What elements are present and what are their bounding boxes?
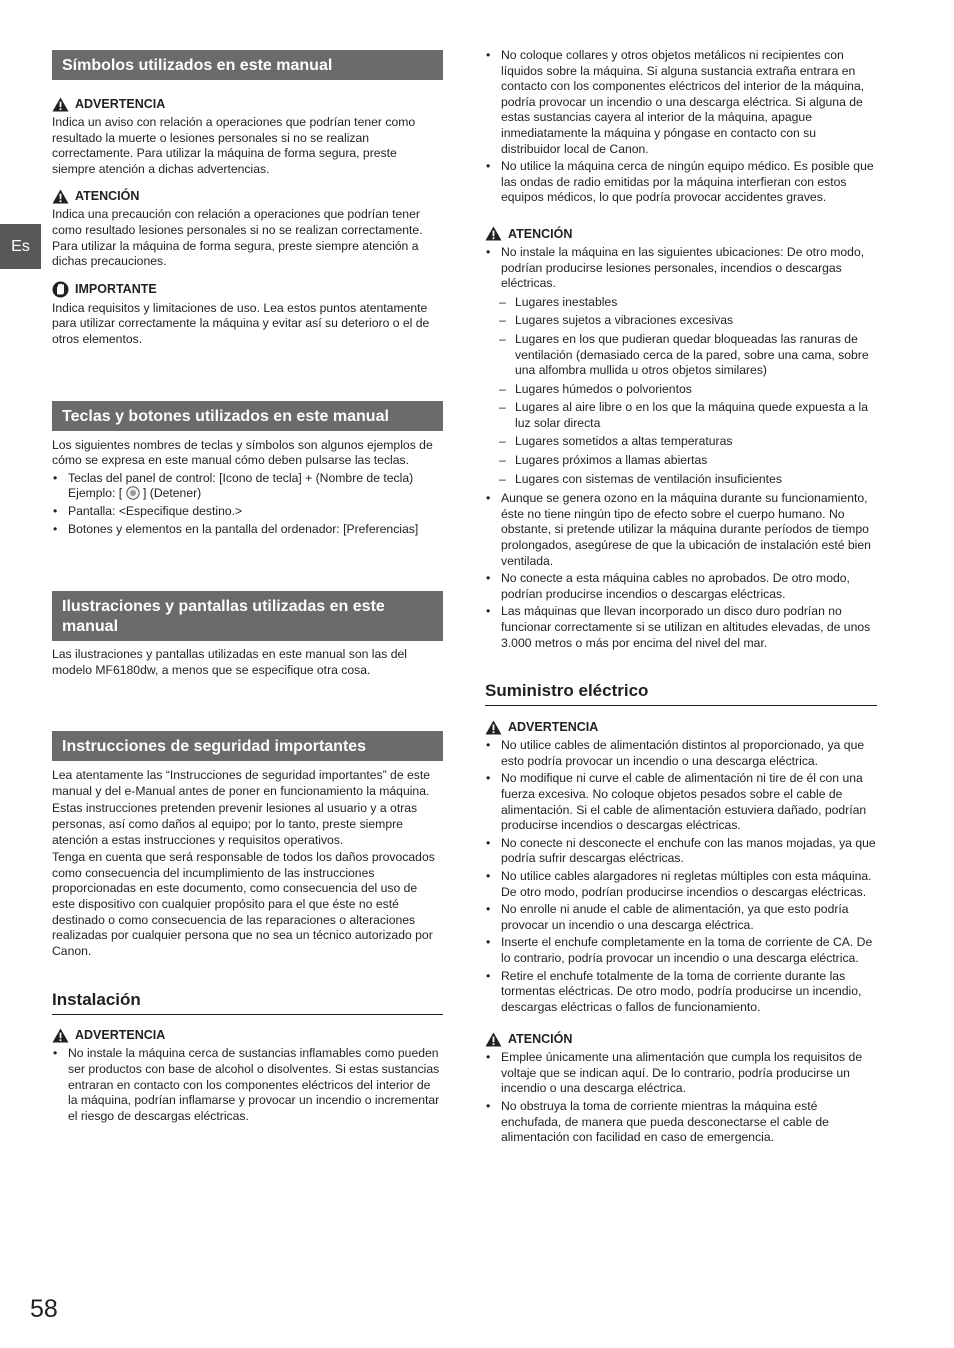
atencion-text: Indica una precaución con relación a operaciones que podrían tener como resultado lesiones personales si no se realizan correctamente. Para utilizar la máquina de forma segura, preste siempre atención a dichas precauciones. [52,207,423,269]
page-number: 58 [30,1295,58,1323]
advertencia-label: ADVERTENCIA [508,720,599,735]
installation-caution-list-more [485,491,877,651]
list-item: • Aunque se genera ozono en la máquina durante su funcionamiento, éste no tiene ningún tipo de efecto sobre el cuerpo humano. No obstante, si pretende utilizar la máquina durante períodos de tiempo prolongados, asegúrese de que la ubicación de instalación esté bien ventilada. [485,491,877,569]
important-hand-icon [52,281,69,298]
notice-advertencia-installation [52,1027,443,1043]
advertencia-label: ADVERTENCIA [75,1028,166,1043]
caution-locations-intro: No instale la máquina en las siguientes ubicaciones: De otro modo, podrían producirse lesiones personales, incendios o descargas eléctricas. [501,244,865,291]
stop-key-icon [126,486,140,500]
warning-triangle-icon [485,1032,502,1047]
list-item: • No obstruya la toma de corriente mientras la máquina esté enchufada, de manera que pueda desconectarse el cable de alimentación con facilidad en caso de emergencia. [485,1099,877,1146]
keys-list [52,471,443,537]
left-column [52,50,443,1124]
importante-label: IMPORTANTE [75,282,157,297]
advertencia-text: Indica un aviso con relación a operaciones que podrían tener como resultado la muerte o lesiones personales si no se realizan correctamente. Para utilizar la máquina de forma segura, preste siempre atención a dichas advertencias. [52,115,416,176]
list-item: – Lugares próximos a llamas abiertas [485,453,877,469]
list-item: • No instale la máquina cerca de sustancias inflamables como pueden ser productos con base de alcohol o disolventes. Si estas sustancias entraran en contacto con los componentes eléctricos del interior de la máquina, podrían inflamarse y provocar un incendio o incrementar el riesgo de descargas eléctricas. [52,1046,443,1124]
list-item [485,245,877,292]
advertencia-label: ADVERTENCIA [75,97,166,111]
power-caution-list [485,1050,877,1146]
list-item: • Las máquinas que llevan incorporado un disco duro podrían no funcionar correctamente si se utilizan en altitudes elevadas, de unos 3.000 metros o más por encima del nivel del mar. [485,604,877,651]
list-item: • No modifique ni curve el cable de alimentación ni tire de él con una fuerza excesiva. No coloque objetos pesados sobre el cable de alimentación. Si el cable de alimentación estuviera dañado, podrían producirse incendios o descargas eléctricas. [485,771,877,833]
list-item: • No utilice la máquina cerca de ningún equipo médico. Es posible que las ondas de radio emitidas por la máquina interfieran con estos equipos médicos, lo que podría provocar accidentes graves. [485,159,877,206]
atencion-label: ATENCIÓN [508,1032,573,1047]
language-tab: Es [0,224,41,269]
warning-triangle-icon [52,97,69,112]
list-item: – Lugares al aire libre o en los que la máquina quede expuesta a la luz solar directa [485,400,877,431]
notice-atencion [52,188,443,204]
example-prefix: Ejemplo: [ [68,486,123,501]
safety-paragraph-2: Estas instrucciones pretenden prevenir lesiones al usuario y a otras personas, así como daños al equipo; por lo tanto, preste siempre atención a estas instrucciones y requisitos operativos. [52,801,418,847]
list-item: • Pantalla: <Especifique destino.> [52,504,443,520]
list-item: – Lugares húmedos o polvorientos [485,382,877,398]
list-item: • Inserte el enchufe completamente en la toma de corriente de CA. De lo contrario, podría provocar un incendio o una descarga eléctrica. [485,935,877,966]
section-title-symbols: Símbolos utilizados en este manual [52,50,443,80]
importante-text: Indica requisitos y limitaciones de uso. Lea estos puntos atentamente para utilizar correctamente la máquina y evitar así su deterioro o el de otros elementos. [52,300,430,346]
installation-caution-list [485,245,877,292]
keys-item-1: Teclas del panel de control: [Icono de tecla] + (Nombre de tecla) [68,470,414,485]
warning-triangle-icon [52,189,69,204]
atencion-label: ATENCIÓN [75,189,140,204]
list-item: • No enrolle ni anude el cable de alimentación, ya que esto podría provocar un incendio o una descarga eléctrica. [485,902,877,933]
locations-list [485,295,877,488]
list-item: • No utilice cables de alimentación distintos al proporcionado, ya que esto podría provocar un incendio o una descarga eléctrica. [485,738,877,769]
list-item: – Lugares sometidos a altas temperaturas [485,434,877,450]
section-title-power: Suministro eléctrico [485,680,877,706]
safety-paragraph-3: Tenga en cuenta que será responsable de todos los daños provocados como consecuencia del incumplimiento de las instrucciones proporcionadas en este documento, como consecuencia del uso de este dispositivo con cualquier propósito para el que éste no esté destinado o como consecuencia de las reparaciones o alteraciones realizadas por cualquier persona que no sea un técnico autorizado por Canon. [52,850,435,958]
list-item: • Emplee únicamente una alimentación que cumpla los requisitos de voltaje que se indican aquí. De lo contrario, podría producirse un incendio o una descarga eléctrica. [485,1050,877,1097]
list-item: • Botones y elementos en la pantalla del ordenador: [Preferencias] [52,522,443,538]
example-suffix: ] (Detener) [142,486,202,501]
list-item: • No coloque collares y otros objetos metálicos ni recipientes con líquidos sobre la máquina. Si alguna sustancia extraña entrara en contacto con los componentes eléctricos del interior de la máquina, podría provocar un incendio o una descarga eléctrica. Si alguna de estas sustancias cayera al interior de la máquina, apague inmediatamente la máquina y póngase en contacto con su distribuidor local de Canon. [485,48,877,157]
list-item: • No conecte ni desconecte el enchufe con las manos mojadas, ya que podría sufrir descargas eléctricas. [485,836,877,867]
notice-importante [52,281,443,298]
notice-advertencia-power [485,719,877,735]
notice-atencion-installation [485,226,877,242]
warning-triangle-icon [485,720,502,735]
list-item: – Lugares en los que pudieran quedar bloqueadas las ranuras de ventilación (demasiado cerca de la pared, sobre una cama, sobre una alfombra mullida u otros objetos similares) [485,332,877,379]
right-column [485,48,877,1146]
list-item: • Retire el enchufe totalmente de la toma de corriente durante las tormentas eléctricas. De otro modo, podría producirse un incendio, descargas eléctricas o fallos de funcionamiento. [485,969,877,1016]
safety-paragraph-1: Lea atentamente las “Instrucciones de seguridad importantes” de este manual y del e-Manual antes de poner en funcionamiento la máquina. [52,768,431,798]
list-item: • No utilice cables alargadores ni regletas múltiples con esta máquina. De otro modo, podrían producirse incendios o descargas eléctricas. [485,869,877,900]
notice-advertencia [52,96,443,112]
list-item: – Lugares con sistemas de ventilación insuficientes [485,472,877,488]
list-item: • No conecte a esta máquina cables no aprobados. De otro modo, podrían producirse incendios o descargas eléctricas. [485,571,877,602]
keys-intro: Los siguientes nombres de teclas y símbolos son algunos ejemplos de cómo se expresa en este manual cómo deben pulsarse las teclas. [52,437,433,468]
warning-triangle-icon [485,226,502,241]
atencion-label: ATENCIÓN [508,226,573,241]
notice-atencion-power [485,1031,877,1047]
installation-warning-list-cont [485,48,877,206]
section-title-keys: Teclas y botones utilizados en este manual [52,401,443,431]
list-item: – Lugares inestables [485,295,877,311]
installation-warning-list [52,1046,443,1124]
warning-triangle-icon [52,1028,69,1043]
list-item [52,471,443,502]
list-item: – Lugares sujetos a vibraciones excesivas [485,313,877,329]
power-warning-list [485,738,877,1015]
section-title-safety: Instrucciones de seguridad importantes [52,731,443,761]
section-title-installation: Instalación [52,989,443,1015]
section-title-illustrations: Ilustraciones y pantallas utilizadas en este manual [52,591,443,641]
illustrations-text: Las ilustraciones y pantallas utilizadas en este manual son las del modelo MF6180dw, a menos que se especifique otra cosa. [52,647,407,677]
